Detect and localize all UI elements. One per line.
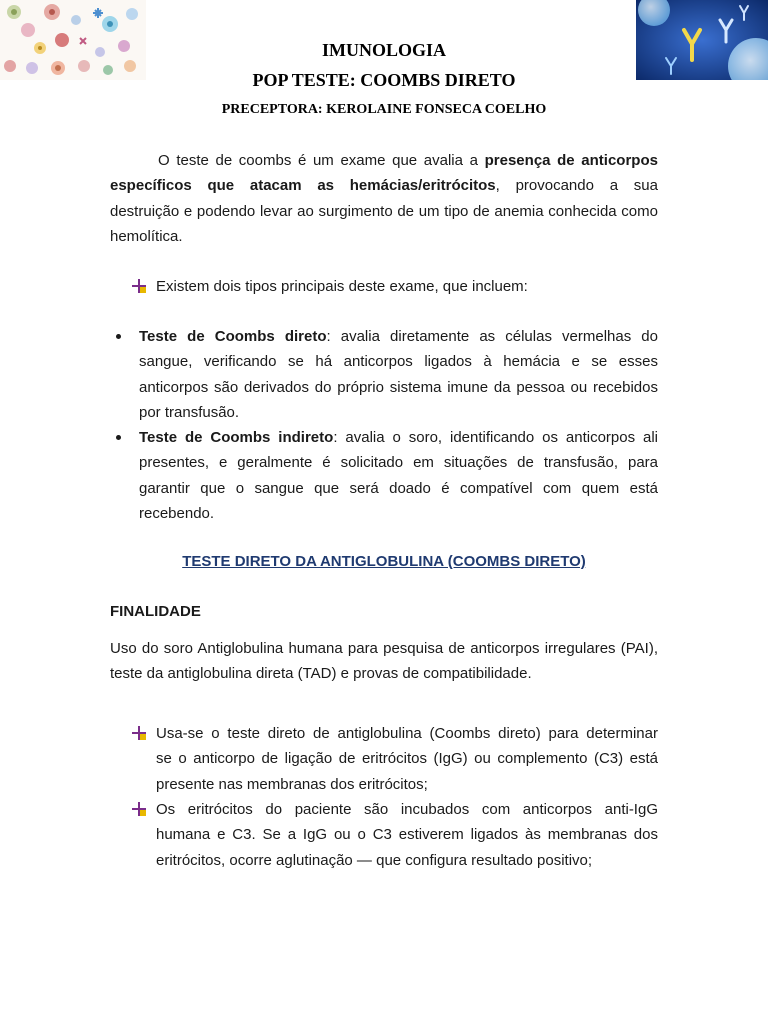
- four-arrow-bullet-icon: [132, 802, 146, 816]
- intro-line: O teste de coombs é um exame que avalia a presença de anticorpos: [158, 152, 658, 169]
- list-item-text: Teste de Coombs direto: avalia diretamente as células vermelhas do sangue, verificando se há anticorpos ligados à hemácia e se esses anticorpos são derivados do próprio sistema imune da pessoa ou recebidos por transfusão.: [139, 328, 658, 421]
- section-title: TESTE DIRETO DA ANTIGLOBULINA (COOMBS DIRETO): [182, 553, 586, 570]
- list-item-text: Usa-se o teste direto de antiglobulina (Coombs direto) para determinar se o anticorpo de ligação de eritrócitos (IgG) ou complemento (C3) está presente nas membranas dos eritrócitos;: [156, 725, 658, 793]
- intro-line: destruição e podendo levar ao surgimento de um tipo de anemia conhecida como: [110, 202, 658, 220]
- intro-paragraph: [110, 148, 658, 249]
- four-arrow-bullet-icon: [132, 279, 146, 293]
- list-item-text: Os eritrócitos do paciente são incubados com anticorpos anti-IgG humana e C3. Se a IgG ou o C3 estiverem ligados às membranas dos eritrócitos, ocorre aglutinação — que configura resultado positivo;: [156, 801, 658, 869]
- preceptor-line: PRECEPTORA: KEROLAINE FONSECA COELHO: [221, 102, 547, 117]
- finalidade-line: Uso do soro Antiglobulina humana para pesquisa de anticorpos irregulares (PAI),: [110, 640, 658, 657]
- four-arrow-bullet-icon: [132, 726, 146, 740]
- intro-line: hemolítica.: [110, 227, 183, 245]
- finalidade-heading: FINALIDADE: [110, 603, 201, 620]
- document-title: POP TESTE: COOMBS DIRETO: [252, 70, 516, 90]
- finalidade-line: teste da antiglobulina direta (TAD) e provas de compatibilidade.: [110, 665, 532, 683]
- list-item-text: Existem dois tipos principais deste exame, que incluem:: [156, 278, 528, 295]
- finalidade-paragraph: [110, 636, 658, 687]
- bullet-icon: [116, 435, 121, 440]
- subject-heading: IMUNOLOGIA: [321, 40, 446, 60]
- bullet-icon: [116, 334, 121, 339]
- intro-line: específicos que atacam as hemácias/eritrócitos, provocando a sua: [110, 177, 658, 195]
- list-item-text: Teste de Coombs indireto: avalia o soro, identificando os anticorpos ali presentes, e geralmente é solicitado em situações de transfusão, para garantir que o sangue que será doado é compatível com quem está recebendo.: [139, 429, 659, 522]
